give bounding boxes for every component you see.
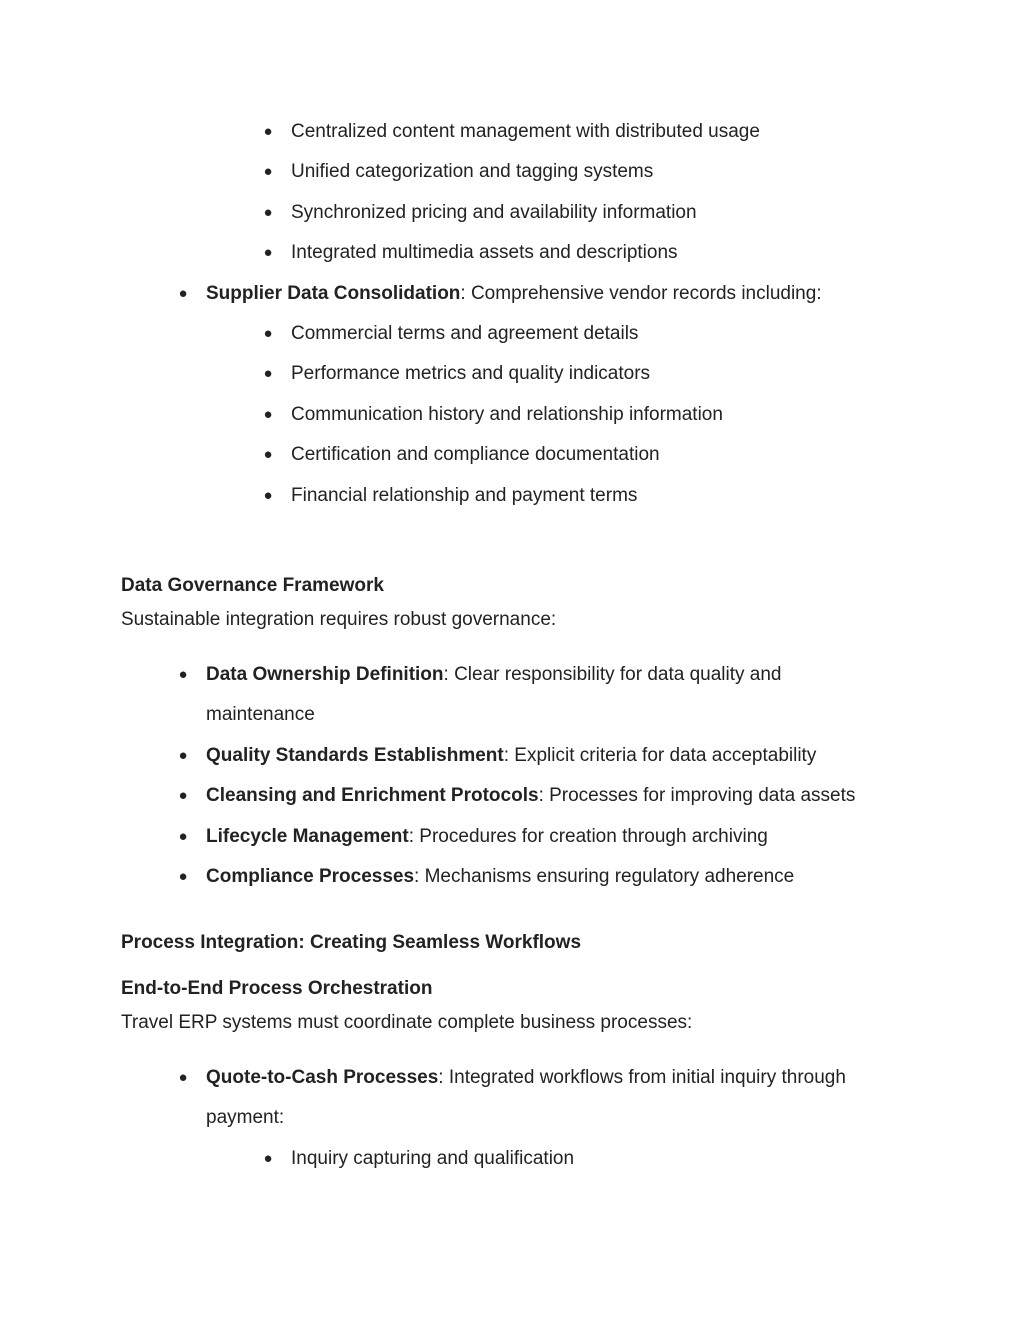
list-item-term: Compliance Processes: [206, 866, 415, 887]
list-item: Commercial terms and agreement details: [291, 323, 639, 344]
bullet-icon: ●: [263, 204, 273, 221]
list-item: [206, 784, 855, 808]
list-item: Inquiry capturing and qualification: [291, 1148, 575, 1169]
list-item-term: Cleansing and Enrichment Protocols: [206, 785, 539, 806]
bullet-icon: ●: [263, 163, 273, 180]
bullet-icon: ●: [263, 325, 273, 342]
list-item: Performance metrics and quality indicators: [291, 363, 651, 384]
list-item: Integrated multimedia assets and descriptions: [291, 242, 678, 263]
section-heading: Process Integration: Creating Seamless Workflows: [121, 932, 582, 953]
list-item: [206, 825, 768, 849]
list-item-term: Quote-to-Cash Processes: [206, 1067, 439, 1088]
list-item: Unified categorization and tagging systems: [291, 161, 654, 182]
subsection-heading: End-to-End Process Orchestration: [121, 978, 433, 999]
bullet-icon: ●: [263, 123, 273, 140]
section-heading: Data Governance Framework: [121, 575, 384, 596]
list-item-desc: : Clear responsibility for data quality and: [443, 664, 782, 685]
bullet-icon: ●: [263, 487, 273, 504]
bullet-icon: ●: [263, 365, 273, 382]
bullet-icon: ●: [178, 868, 188, 885]
list-item: [206, 663, 782, 687]
list-item-term: Quality Standards Establishment: [206, 745, 504, 766]
bullet-icon: ●: [263, 406, 273, 423]
list-item-desc: : Processes for improving data assets: [538, 785, 856, 806]
bullet-icon: ●: [178, 787, 188, 804]
list-item: Synchronized pricing and availability information: [291, 202, 697, 223]
list-item-term: Lifecycle Management: [206, 826, 409, 847]
bullet-icon: ●: [263, 244, 273, 261]
list-item-desc: : Comprehensive vendor records including:: [460, 283, 822, 304]
list-item: [206, 744, 816, 768]
list-item-continuation: maintenance: [206, 704, 315, 725]
list-item: [206, 865, 794, 889]
list-item-desc: : Explicit criteria for data acceptability: [503, 745, 817, 766]
bullet-icon: ●: [178, 1069, 188, 1086]
bullet-icon: ●: [263, 446, 273, 463]
bullet-icon: ●: [178, 285, 188, 302]
list-item: [206, 1066, 846, 1090]
list-item-term: Supplier Data Consolidation: [206, 283, 461, 304]
list-item: Financial relationship and payment terms: [291, 485, 638, 506]
section-intro: Travel ERP systems must coordinate complete business processes:: [121, 1012, 693, 1033]
list-item-desc: : Mechanisms ensuring regulatory adherence: [414, 866, 795, 887]
bullet-icon: ●: [178, 666, 188, 683]
bullet-icon: ●: [263, 1150, 273, 1167]
list-item: Centralized content management with distributed usage: [291, 121, 760, 142]
list-item-term: Data Ownership Definition: [206, 664, 444, 685]
bullet-icon: ●: [178, 828, 188, 845]
list-item: Certification and compliance documentation: [291, 444, 660, 465]
list-item: Communication history and relationship information: [291, 404, 723, 425]
bullet-icon: ●: [178, 747, 188, 764]
list-item-desc: : Procedures for creation through archiving: [408, 826, 768, 847]
list-item-continuation: payment:: [206, 1107, 285, 1128]
list-item-desc: : Integrated workflows from initial inquiry through: [438, 1067, 846, 1088]
list-item: [206, 282, 822, 306]
section-intro: Sustainable integration requires robust governance:: [121, 609, 557, 630]
